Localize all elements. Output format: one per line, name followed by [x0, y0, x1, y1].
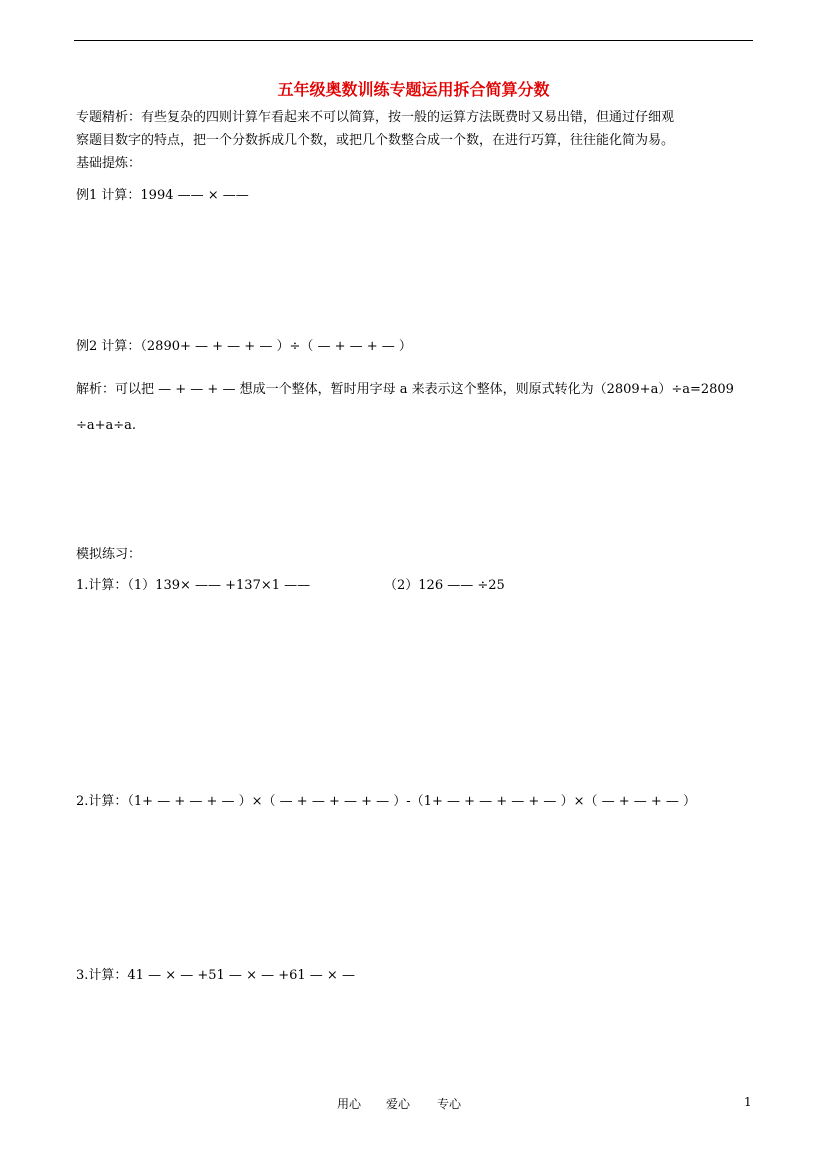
practice-heading: 模拟练习：: [76, 547, 142, 562]
footer-item-1: 用心: [337, 1097, 362, 1111]
analysis-line-2: ÷a+a÷a.: [76, 418, 137, 433]
question-3: 3.计算：41 — × — +51 — × — +61 — × —: [76, 968, 355, 983]
intro-line-1: 专题精析：有些复杂的四则计算乍看起来不可以简算，按一般的运算方法既费时又易出错，但通过仔细观: [76, 110, 675, 125]
question-2: 2.计算：（1+ — + — + — ）×（ — + — + — + — ）-（1+ — + — + — + — ）×（ — + — + — ）: [76, 794, 697, 809]
question-1-part-2: （2）126 —— ÷25: [384, 578, 505, 593]
example-1: 例1 计算：1994 —— × ——: [76, 188, 249, 203]
example-2: 例2 计算：（2890+ — + — + — ）÷（ — + — + — ）: [76, 339, 412, 354]
footer-item-2: 爱心: [386, 1097, 411, 1111]
analysis-line-1: 解析：可以把 — + — + — 想成一个整体，暂时用字母 a 来表示这个整体，则原式转化为（2809+a）÷a=2809: [76, 382, 734, 397]
page-number: 1: [744, 1095, 752, 1109]
question-1-part-1: 1.计算：（1）139× —— +137×1 ——: [76, 578, 311, 593]
header-rule: [74, 40, 753, 41]
intro-line-3: 基础提炼：: [76, 156, 142, 171]
page-title: 五年级奥数训练专题运用拆合简算分数: [277, 80, 550, 99]
intro-line-2: 察题目数字的特点，把一个分数拆成几个数，或把几个数整合成一个数，在进行巧算，往往能化简为易。: [76, 133, 675, 148]
footer-item-3: 专心: [437, 1097, 462, 1111]
